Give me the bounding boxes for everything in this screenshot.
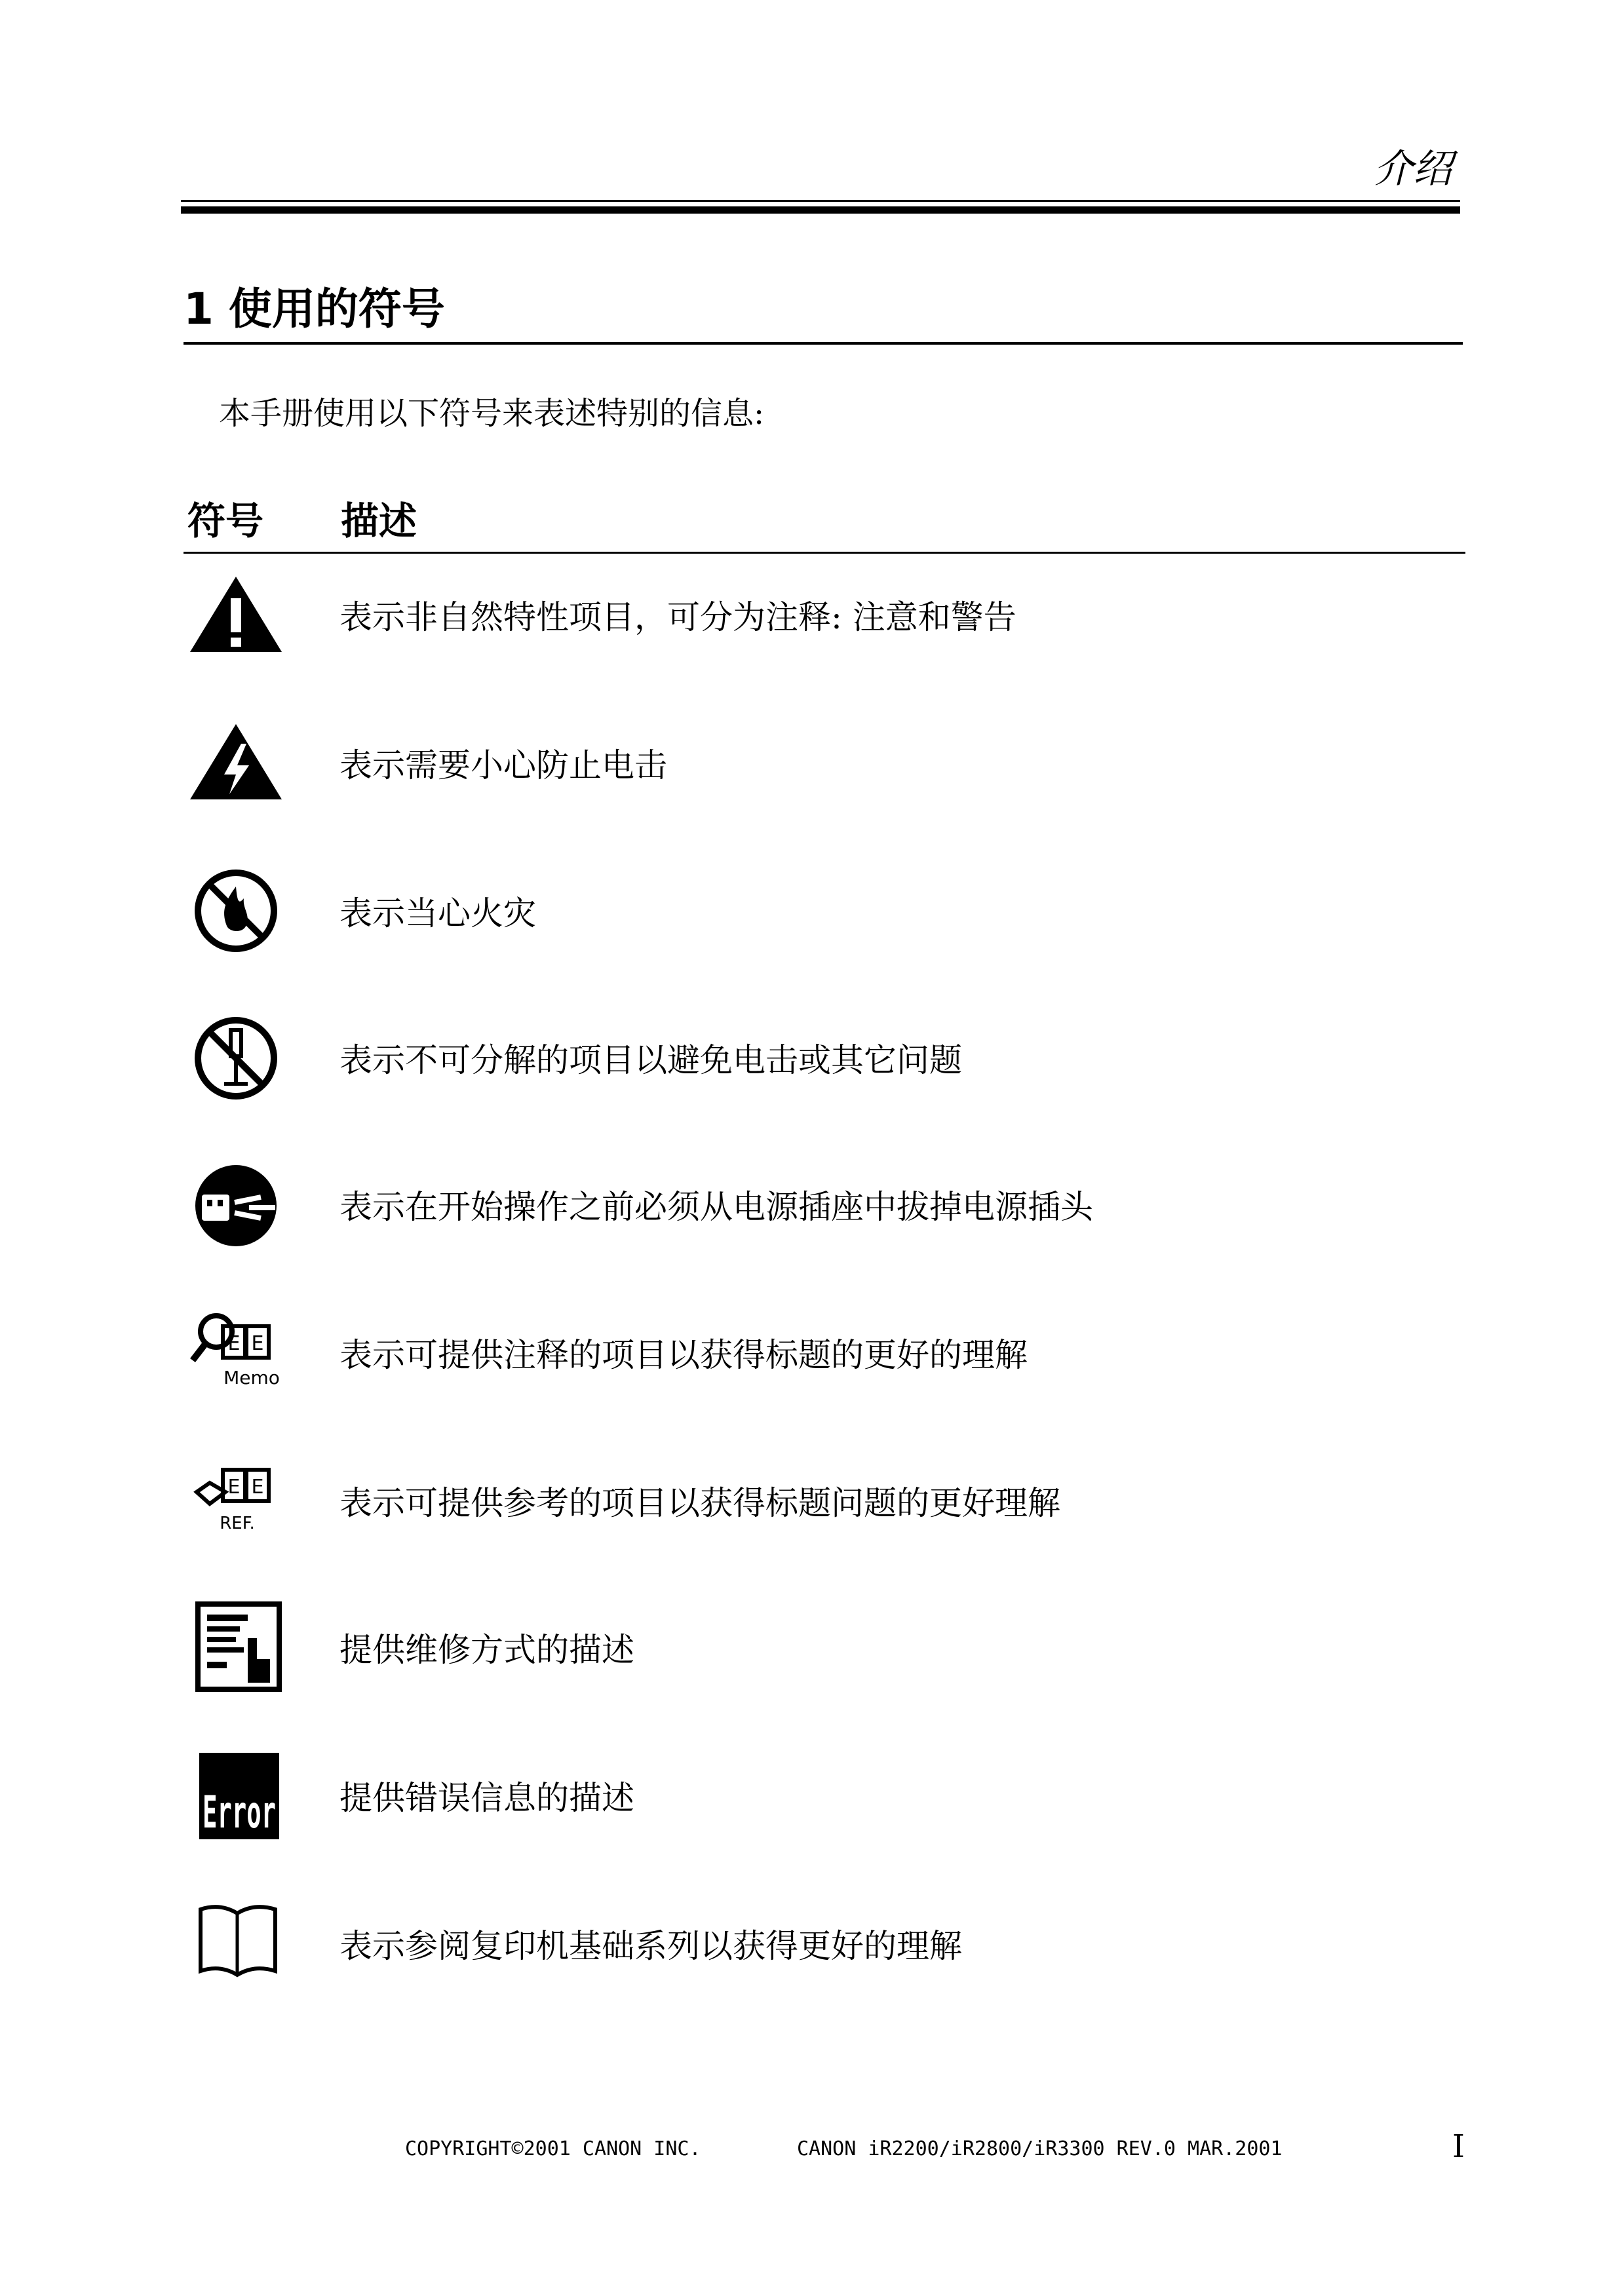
svg-text:E: E (251, 1476, 264, 1499)
table-row-description: 表示不可分解的项目以避免电击或其它问题 (339, 1041, 962, 1079)
column-header-symbol: 符号 (187, 499, 264, 543)
service-mode-icon (184, 1599, 288, 1697)
table-row-description: 表示可提供注释的项目以获得标题的更好的理解 (339, 1336, 1028, 1374)
table-header-rule (184, 552, 1465, 554)
no-fire-icon (184, 862, 288, 960)
table-row-description: 表示需要小心防止电击 (339, 746, 667, 784)
ref-icon-label: REF. (220, 1514, 255, 1533)
table-row-description: 表示非自然特性项目，可分为注释: 注意和警告 (339, 598, 1016, 636)
memo-icon (184, 1304, 288, 1402)
svg-text:E: E (227, 1332, 241, 1355)
header-rule-thin (181, 200, 1460, 202)
section-rule (184, 342, 1463, 345)
electric-shock-icon (184, 714, 288, 813)
table-row-description: 表示当心火灾 (339, 894, 536, 932)
open-book-icon (184, 1894, 288, 1992)
table-row-description: 表示在开始操作之前必须从电源插座中拔掉电源插头 (339, 1188, 1093, 1226)
memo-icon-label: Memo (223, 1367, 280, 1388)
svg-text:E: E (227, 1476, 241, 1499)
error-icon (184, 1746, 288, 1845)
table-row-description: 表示可提供参考的项目以获得标题问题的更好理解 (339, 1484, 1060, 1522)
intro-text: 本手册使用以下符号来表述特别的信息: (219, 395, 765, 432)
page-number: I (1452, 2128, 1465, 2165)
column-header-description: 描述 (341, 499, 417, 543)
footer-copyright: COPYRIGHT©2001 CANON INC. (405, 2137, 701, 2160)
error-icon-label: Error (203, 1787, 276, 1839)
ref-icon (184, 1451, 288, 1550)
header-rule-thick (181, 206, 1460, 214)
section-title: 1 使用的符号 (184, 284, 445, 334)
table-row-description: 提供维修方式的描述 (339, 1631, 634, 1669)
footer-model: CANON iR2200/iR2800/iR3300 REV.0 MAR.2001 (797, 2137, 1283, 2160)
warning-exclamation-icon (184, 567, 288, 665)
running-header-title: 介绍 (1374, 146, 1452, 192)
no-disassembly-icon (184, 1009, 288, 1107)
table-row-description: 提供错误信息的描述 (339, 1779, 634, 1817)
table-row-description: 表示参阅复印机基础系列以获得更好的理解 (339, 1927, 962, 1965)
unplug-icon (184, 1157, 288, 1255)
svg-text:E: E (251, 1332, 264, 1355)
